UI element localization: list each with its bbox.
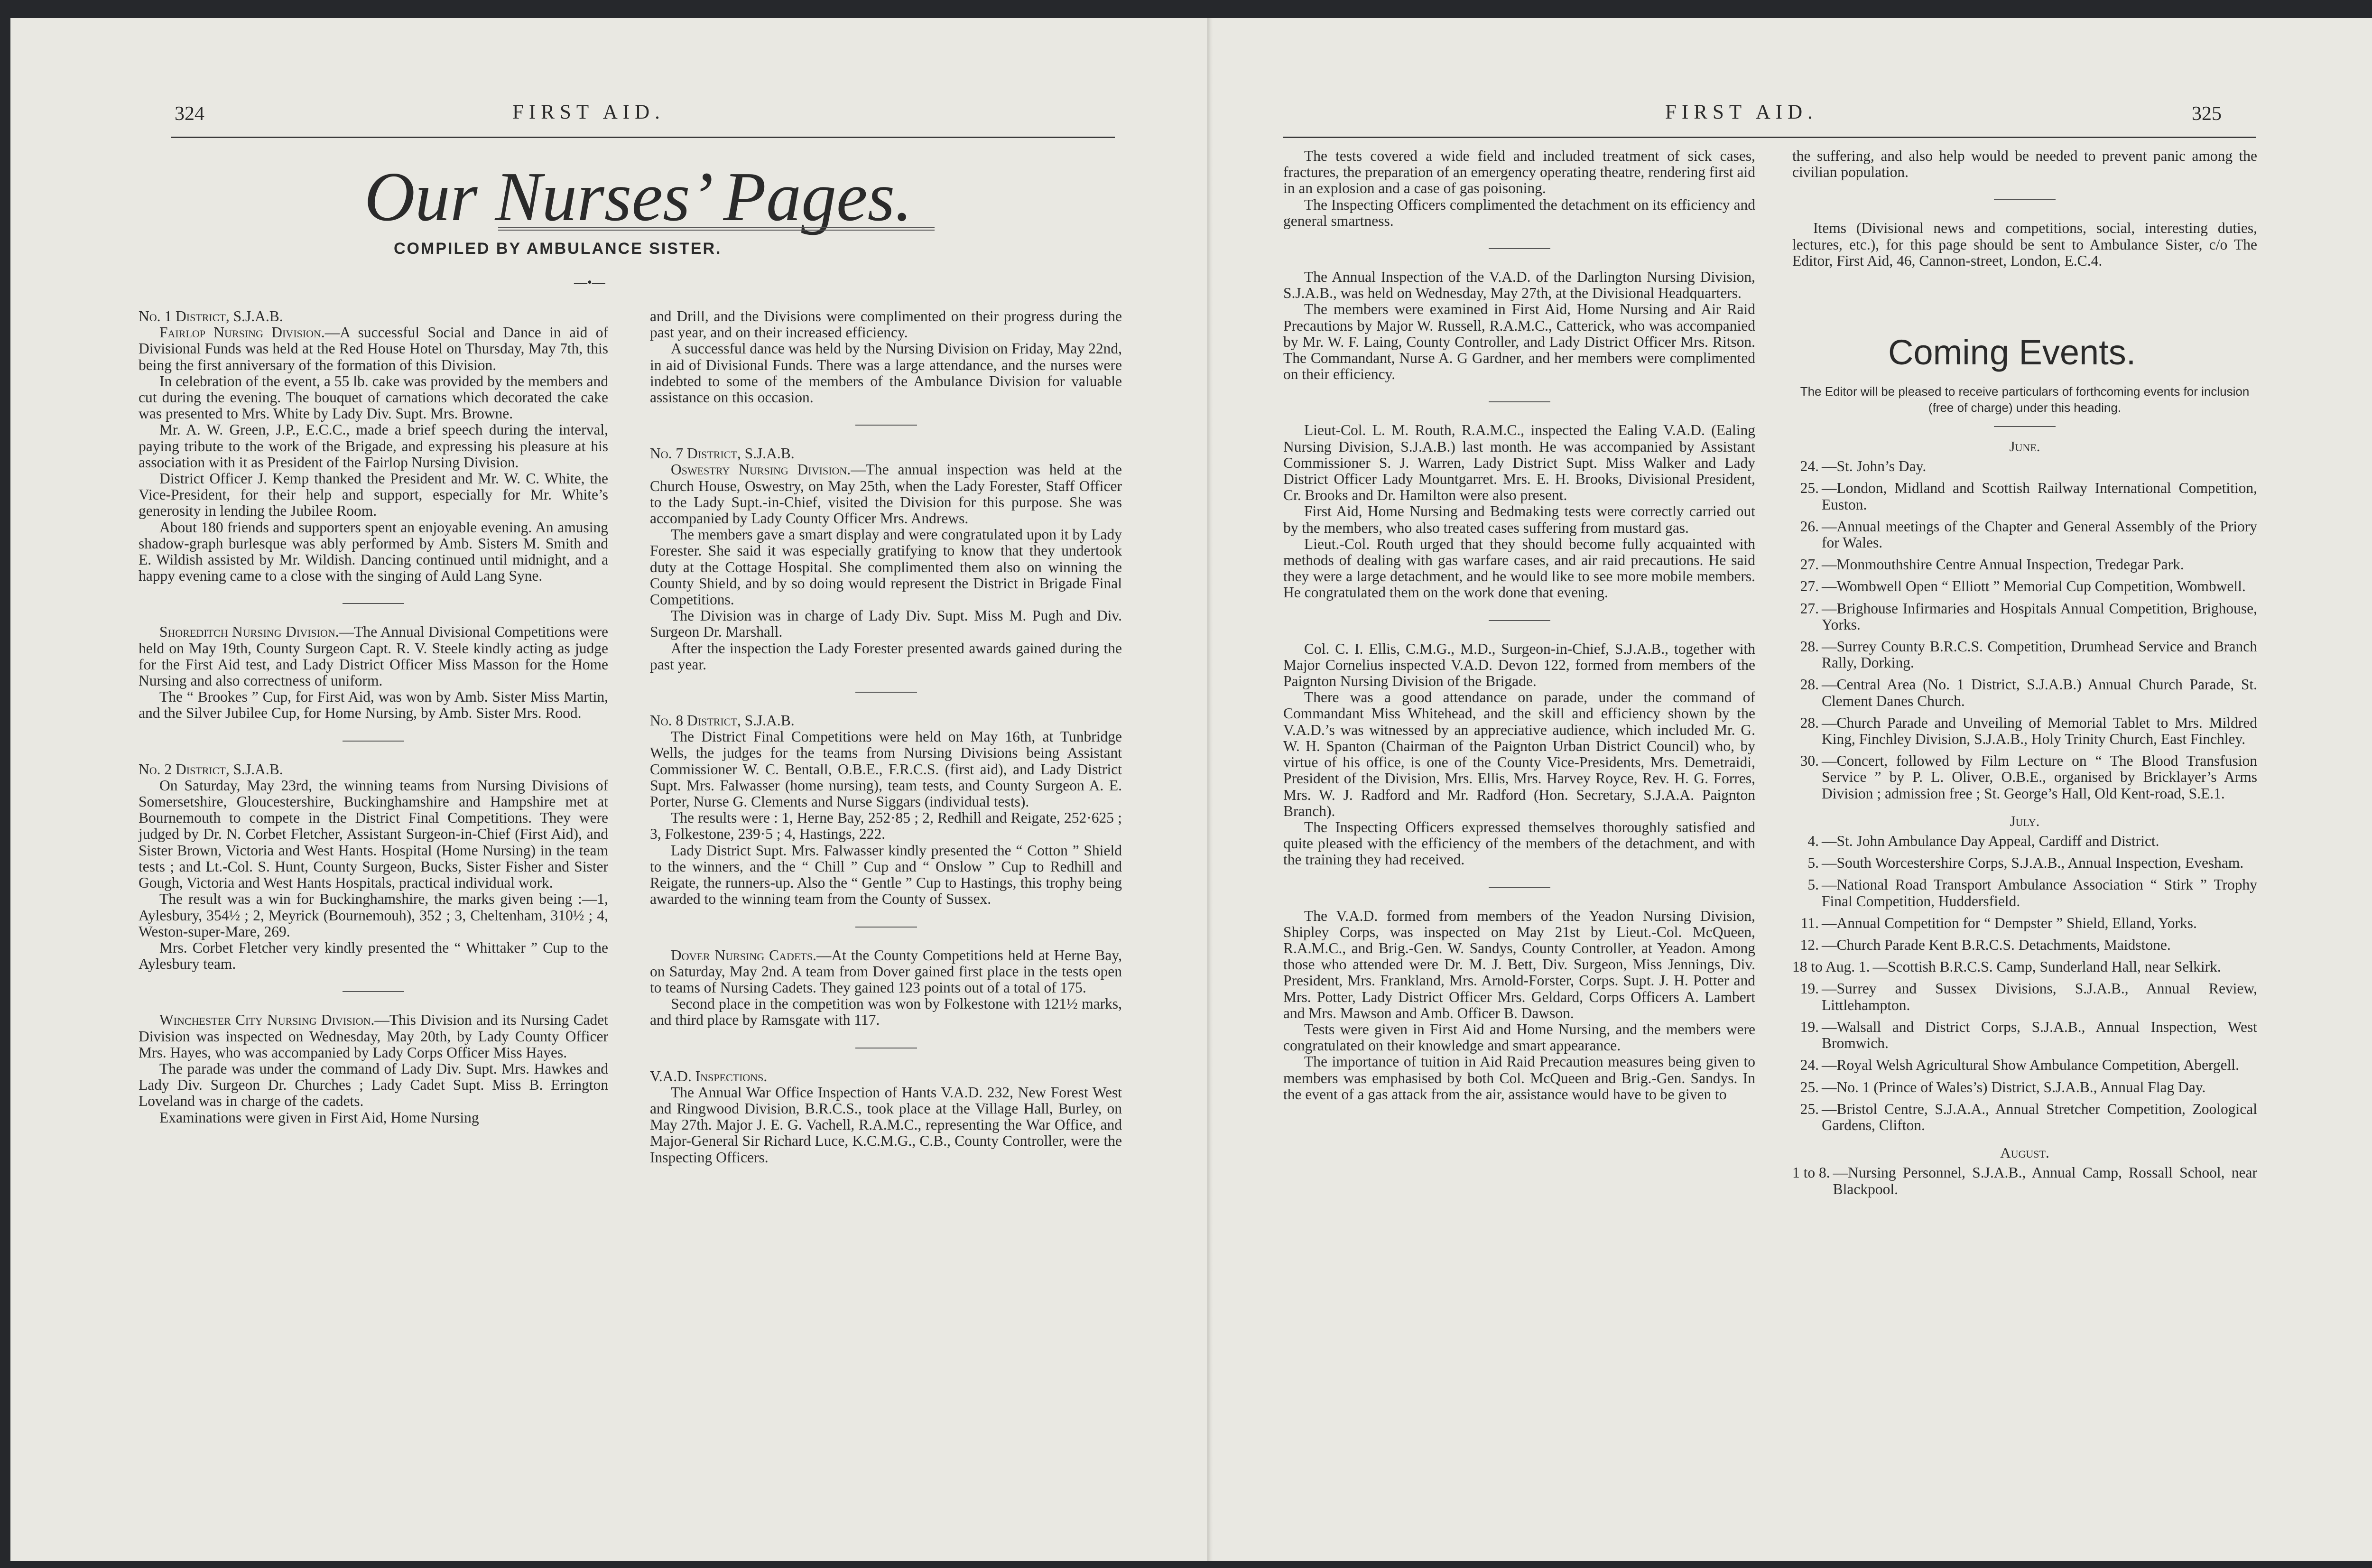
paragraph bbox=[139, 1012, 608, 1061]
paragraph-text: The Inspecting Officers expressed themselves thoroughly satisfied and quite pleased with the efficiency of the members of the detachment, and with the training they had received. bbox=[1283, 818, 1755, 868]
paragraph bbox=[139, 520, 608, 585]
paragraph bbox=[139, 373, 608, 422]
event-item bbox=[1792, 1019, 2257, 1051]
event-item bbox=[1792, 1101, 2257, 1133]
section-separator bbox=[1994, 426, 2056, 427]
section-separator bbox=[343, 603, 404, 604]
event-item bbox=[1792, 557, 2257, 573]
paragraph bbox=[139, 778, 608, 891]
paragraph bbox=[139, 325, 608, 373]
paragraph-text: The District Final Competitions were held on May 16th, at Tunbridge Wells, the judges for the teams from Nursing Divisions being Assistant Commissioner W. C. Bentall, O.B.E., F.R.C.S. (first aid), and Lady District Supt. Mrs. Falwasser (home nursing), team tests, and County Surgeon A. E. Porter, Nurse G. Clements and Nurse Siggars (individual tests). bbox=[650, 728, 1122, 810]
event-text: —Walsall and District Corps, S.J.A.B., Annual Inspection, West Bromwich. bbox=[1822, 1018, 2257, 1052]
event-item bbox=[1792, 677, 2257, 709]
event-item bbox=[1792, 981, 2257, 1013]
event-item bbox=[1792, 1165, 2257, 1197]
event-item bbox=[1792, 753, 2257, 802]
section-heading: No. 7 District, S.J.A.B. bbox=[650, 445, 795, 462]
event-date: 28. bbox=[1800, 638, 1819, 655]
paragraph-text: The tests covered a wide field and included treatment of sick cases, fractures, the preparation of an emergency operating theatre, rendering first aid in an explosion and a case of gas poisoning. bbox=[1283, 148, 1755, 197]
event-date: 1 to 8. bbox=[1792, 1164, 1830, 1181]
event-date: 28. bbox=[1800, 714, 1819, 731]
event-item bbox=[1792, 855, 2257, 871]
paragraph-text: Mr. A. W. Green, J.P., E.C.C., made a brief speech during the interval, paying tribute to the work of the Brigade, and expressing his pleasure at his association with it as President of the Fairlop Nursing Division. bbox=[139, 421, 608, 471]
event-text: —Annual meetings of the Chapter and General Assembly of the Priory for Wales. bbox=[1822, 518, 2257, 551]
event-text: —Bristol Centre, S.J.A.A., Annual Stretcher Competition, Zoological Gardens, Clifton. bbox=[1822, 1100, 2257, 1133]
event-item bbox=[1792, 519, 2257, 551]
section-separator bbox=[1994, 199, 2056, 200]
event-text: —London, Midland and Scottish Railway International Competition, Euston. bbox=[1822, 480, 2257, 513]
event-item bbox=[1792, 1079, 2257, 1095]
paragraph-text: District Officer J. Kemp thanked the President and Mr. W. C. White, the Vice-President, for their help and support, especially for Mr. White’s generosity in lending the Jubilee Room. bbox=[139, 470, 608, 520]
event-item bbox=[1792, 639, 2257, 671]
event-text: —Brighouse Infirmaries and Hospitals Annual Competition, Brighouse, Yorks. bbox=[1822, 600, 2257, 633]
paragraph-text: Lieut.-Col. Routh urged that they should become fully acquainted with methods of dealing with gas warfare cases, and air raid precautions. He said they were a large detachment, and he would like to see more mobile members. He congratulated them on the work done that evening. bbox=[1283, 535, 1755, 601]
paragraph-text: —This Division and its Nursing Cadet Division was inspected on Wednesday, May 20th, by Lady County Officer Mrs. Hayes, who was accompanied by Lady Corps Officer Miss Hayes. bbox=[139, 1011, 608, 1061]
paragraph bbox=[1283, 1021, 1755, 1054]
paragraph bbox=[650, 341, 1122, 406]
paragraph-lead: Dover Nursing Cadets. bbox=[671, 946, 816, 964]
paragraph bbox=[139, 1110, 608, 1126]
paragraph-text: About 180 friends and supporters spent an enjoyable evening. An amusing shadow-graph burlesque was ably performed by Amb. Sisters M. Smith and E. Wildish assisted by Mr. Wildish. Dancing continued until midnight, and a happy evening came to a close with the singing of Auld Lang Syne. bbox=[139, 519, 608, 585]
event-text: —Wombwell Open “ Elliott ” Memorial Cup Competition, Wombwell. bbox=[1822, 578, 2246, 595]
paragraph-text: The parade was under the command of Lady Div. Supt. Mrs. Hawkes and Lady Div. Surgeon Dr. Churches ; Lady Cadet Supt. Miss B. Errington Loveland was in charge of the cadets. bbox=[139, 1060, 608, 1110]
event-item bbox=[1792, 578, 2257, 594]
paragraph-text: Lieut-Col. L. M. Routh, R.A.M.C., inspected the Ealing V.A.D. (Ealing Nursing Division, S.J.A.B.) last month. He was accompanied by Assistant Commissioner S. J. Warren, Lady District Supt. Miss Walker and Lady District Officer Lady Mountgarret. Mrs. E. H. Brooks, Divisional President, Cr. Brooks and Dr. Hamilton were also present. bbox=[1283, 422, 1755, 504]
paragraph bbox=[650, 527, 1122, 608]
event-date: 25. bbox=[1800, 480, 1819, 497]
event-text: —National Road Transport Ambulance Association “ Stirk ” Trophy Final Competition, Huddersfield. bbox=[1822, 876, 2257, 909]
event-text: —No. 1 (Prince of Wales’s) District, S.J.A.B., Annual Flag Day. bbox=[1822, 1078, 2206, 1095]
event-date: 27. bbox=[1800, 556, 1819, 573]
paragraph bbox=[650, 1085, 1122, 1166]
event-text: —South Worcestershire Corps, S.J.A.B., Annual Inspection, Evesham. bbox=[1822, 854, 2244, 872]
section-heading: V.A.D. Inspections. bbox=[650, 1067, 768, 1085]
event-item bbox=[1792, 601, 2257, 633]
event-text: —Concert, followed by Film Lecture on “ The Blood Transfusion Service ” by P. L. Oliver, O.B.E., organised by Bricklayer’s Arms Division ; admission free ; St. George’s Hall, Old Kent-road, S.E.1. bbox=[1822, 752, 2257, 802]
event-date: 19. bbox=[1800, 1018, 1819, 1035]
month-heading: June. bbox=[2009, 438, 2040, 455]
section-separator bbox=[855, 927, 917, 928]
left-column-1 bbox=[139, 308, 608, 1126]
right-page-number: 325 bbox=[2192, 103, 2222, 125]
event-date: 25. bbox=[1800, 1100, 1819, 1117]
book-gutter bbox=[1207, 18, 1213, 1561]
paragraph-text: Examinations were given in First Aid, Home Nursing bbox=[159, 1109, 479, 1126]
paragraph bbox=[139, 689, 608, 721]
paragraph bbox=[1283, 422, 1755, 503]
paragraph-text: The Annual War Office Inspection of Hants V.A.D. 232, New Forest West and Ringwood Division, B.R.C.S., took place at the Village Hall, Burley, on May 27th. Major J. E. G. Vachell, R.A.M.C., representing the War Office, and Major-General Sir Richard Luce, K.C.M.G., C.B., County Controller, were the Inspecting Officers. bbox=[650, 1084, 1122, 1166]
paragraph bbox=[650, 308, 1122, 341]
paragraph bbox=[139, 940, 608, 972]
event-item bbox=[1792, 480, 2257, 512]
event-item bbox=[1792, 833, 2257, 849]
paragraph-text: Tests were given in First Aid and Home Nursing, and the members were congratulated on their knowledge and smart appearance. bbox=[1283, 1021, 1755, 1054]
paragraph-text: On Saturday, May 23rd, the winning teams from Nursing Divisions of Somersetshire, Gloucestershire, Buckinghamshire and Hampshire met at Bournemouth to compete in the District Final Competitions. They were judged by Dr. N. Corbet Fletcher, Assistant Surgeon-in-Chief (First Aid), and Sister Brown, Victoria and West Hants. Hospital (Home Nursing) in the team tests ; and Lt.-Col. S. Hunt, County Surgeon, Bucks, Sister Fisher and Sister Gough, Victoria and West Hants Hospitals, practical individual work. bbox=[139, 777, 608, 891]
paragraph-text: —The Annual Divisional Competitions were held on May 19th, County Surgeon Capt. R. V. Steele kindly acting as judge for the First Aid test, and Lady District Officer Miss Masson for the Home Nursing and also correctness of uniform. bbox=[139, 623, 608, 689]
paragraph-text: A successful dance was held by the Nursing Division on Friday, May 22nd, in aid of Divisional Funds. There was a large attendance, and the nurses were indebted to some of the members of the Ambulance Division for valuable assistance on this occasion. bbox=[650, 340, 1122, 406]
section-heading: No. 8 District, S.J.A.B. bbox=[650, 712, 795, 729]
title-double-rule bbox=[498, 227, 935, 231]
right-running-head: FIRST AID. bbox=[1665, 101, 1818, 123]
coming-events-title: Coming Events. bbox=[1888, 333, 2136, 372]
paragraph bbox=[650, 810, 1122, 842]
paragraph bbox=[1283, 819, 1755, 868]
paragraph-lead: Shoreditch Nursing Division. bbox=[159, 623, 339, 640]
paragraph-text: The results were : 1, Herne Bay, 252·85 ; 2, Redhill and Reigate, 252·625 ; 3, Folkestone, 239·5 ; 4, Hastings, 222. bbox=[650, 809, 1122, 843]
paragraph bbox=[650, 729, 1122, 810]
section-separator bbox=[343, 991, 404, 992]
section-separator bbox=[1489, 248, 1550, 249]
right-column-1 bbox=[1283, 148, 1755, 1103]
paragraph-text: The “ Brookes ” Cup, for First Aid, was won by Amb. Sister Miss Martin, and the Silver Jubilee Cup, for Home Nursing, by Amb. Sister Mrs. Rood. bbox=[139, 688, 608, 722]
paragraph-text: Lady District Supt. Mrs. Falwasser kindly presented the “ Cotton ” Shield to the winners, and the “ Chill ” Cup and “ Onslow ” Cup to Redhill and Reigate, the runners-up. Also the “ Gentle ” Cup to Hastings, this trophy being awarded to the winning team from the County of Sussex. bbox=[650, 842, 1122, 908]
paragraph bbox=[650, 843, 1122, 908]
paragraph-text: The Division was in charge of Lady Div. Supt. Miss M. Pugh and Div. Surgeon Dr. Marshall. bbox=[650, 607, 1122, 640]
paragraph bbox=[1283, 536, 1755, 601]
paragraph-text: Second place in the competition was won by Folkestone with 121½ marks, and third place by Ramsgate with 117. bbox=[650, 995, 1122, 1029]
section-separator bbox=[1489, 620, 1550, 621]
event-item bbox=[1792, 1057, 2257, 1073]
paragraph bbox=[139, 471, 608, 520]
event-date: 25. bbox=[1800, 1078, 1819, 1095]
event-date: 24. bbox=[1800, 1057, 1819, 1074]
paragraph bbox=[1792, 148, 2257, 180]
section-heading: No. 2 District, S.J.A.B. bbox=[139, 761, 283, 778]
event-text: —Annual Competition for “ Dempster ” Shield, Elland, Yorks. bbox=[1822, 914, 2197, 931]
event-text: —Surrey and Sussex Divisions, S.J.A.B., Annual Review, Littlehampton. bbox=[1822, 980, 2257, 1013]
paragraph-lead: Oswestry Nursing Division. bbox=[671, 461, 851, 478]
coming-events-list bbox=[1792, 383, 2257, 1203]
section-separator bbox=[1489, 887, 1550, 888]
paragraph bbox=[1283, 908, 1755, 1021]
event-text: —Royal Welsh Agricultural Show Ambulance Competition, Abergell. bbox=[1822, 1057, 2239, 1074]
section-heading: No. 1 District, S.J.A.B. bbox=[139, 308, 283, 325]
paragraph-text: The Inspecting Officers complimented the detachment on its efficiency and general smartness. bbox=[1283, 196, 1755, 229]
event-item bbox=[1792, 915, 2257, 931]
event-text: —Scottish B.R.C.S. Camp, Sunderland Hall, near Selkirk. bbox=[1872, 958, 2221, 975]
event-date: 4. bbox=[1807, 833, 1819, 850]
month-heading: August. bbox=[2000, 1144, 2049, 1161]
event-date: 11. bbox=[1800, 914, 1819, 931]
paragraph-text: —At the County Competitions held at Herne Bay, on Saturday, May 2nd. A team from Dover gained first place in the tests open to teams of Nursing Cadets. They gained 123 points out of a total of 175. bbox=[650, 946, 1122, 996]
paragraph-text: The members gave a smart display and were congratulated upon it by Lady Forester. She said it was especially gratifying to know that they undertook duty at the Cottage Hospital. She complimented them also on winning the County Shield, and by so doing would represent the District in Brigade Final Competitions. bbox=[650, 526, 1122, 608]
paragraph bbox=[139, 1061, 608, 1110]
paragraph bbox=[650, 640, 1122, 673]
paragraph-text: Items (Divisional news and competitions, social, interesting duties, lectures, etc.), for this page should be sent to Ambulance Sister, c/o The Editor, First Aid, 46, Cannon-street, London, E.C.4. bbox=[1792, 220, 2257, 269]
paragraph bbox=[1283, 503, 1755, 536]
paragraph bbox=[1792, 220, 2257, 269]
paragraph-text: The members were examined in First Aid, Home Nursing and Air Raid Precautions by Major W. Russell, R.A.M.C., Catterick, who was accompanied by Mr. W. F. Laing, County Controller, and Lady District Officer Mrs. Ritson. The Commandant, Nurse A. G Gardner, and her members were complimented on their efficiency. bbox=[1283, 301, 1755, 383]
event-text: —Church Parade and Unveiling of Memorial Tablet to Mrs. Mildred King, Finchley Division, S.J.A.B., Holy Trinity Church, East Finchley. bbox=[1822, 714, 2257, 748]
event-text: —St. John Ambulance Day Appeal, Cardiff and District. bbox=[1822, 833, 2159, 850]
event-item bbox=[1792, 959, 2257, 975]
event-date: 5. bbox=[1807, 876, 1819, 893]
paragraph bbox=[139, 624, 608, 689]
paragraph-text: The V.A.D. formed from members of the Yeadon Nursing Division, Shipley Corps, was inspected on May 21st by Lieut.-Col. McQueen, R.A.M.C., and Brig.-Gen. W. Sandys, County Controller, at Yeadon. Among those who attended were Dr. M. J. Bett, Div. Surgeon, Miss Jennings, Div. President, Mrs. Frankland, Mrs. Arnold-Forster, Corps. Supt. J. H. Potter and Mrs. Potter, Lady District Officer Mrs. Geldard, Corps Officers A. Lambert and Mrs. Mawson and Amb. Officer B. Dawson. bbox=[1283, 907, 1755, 1021]
event-text: —Central Area (No. 1 District, S.J.A.B.) Annual Church Parade, St. Clement Danes Church. bbox=[1822, 676, 2257, 709]
section-separator bbox=[343, 741, 404, 742]
compiled-by: COMPILED BY AMBULANCE SISTER. bbox=[394, 240, 722, 258]
title-ornament: —•— bbox=[574, 275, 605, 290]
event-text: —Nursing Personnel, S.J.A.B., Annual Camp, Rossall School, near Blackpool. bbox=[1833, 1164, 2257, 1197]
event-date: 5. bbox=[1807, 854, 1819, 872]
paragraph-text: Col. C. I. Ellis, C.M.G., M.D., Surgeon-in-Chief, S.J.A.B., together with Major Cornelius inspected V.A.D. Devon 122, formed from members of the Paignton Nursing Division of the Brigade. bbox=[1283, 640, 1755, 690]
event-date: 26. bbox=[1800, 518, 1819, 535]
paragraph bbox=[1283, 689, 1755, 819]
event-date: 18 to Aug. 1. bbox=[1792, 958, 1870, 975]
event-item bbox=[1792, 937, 2257, 953]
event-text: —St. John’s Day. bbox=[1822, 458, 1927, 475]
paragraph bbox=[1283, 301, 1755, 382]
section-separator bbox=[855, 692, 917, 693]
paragraph bbox=[1283, 197, 1755, 229]
paragraph bbox=[1283, 641, 1755, 690]
paragraph bbox=[139, 422, 608, 471]
paragraph bbox=[1283, 1054, 1755, 1103]
event-date: 30. bbox=[1800, 752, 1819, 770]
paragraph bbox=[1283, 269, 1755, 301]
paragraph-text: —A successful Social and Dance in aid of Divisional Funds was held at the Red House Hotel on Thursday, May 7th, this being the first anniversary of the formation of this Division. bbox=[139, 324, 608, 373]
event-text: —Monmouthshire Centre Annual Inspection, Tredegar Park. bbox=[1822, 556, 2184, 573]
paragraph-text: —The annual inspection was held at the Church House, Oswestry, on May 25th, when the Lady Forester, Staff Officer to the Lady Supt.-in-Chief, visited the Division for this purpose. She was accompanied by Lady County Officer Mrs. Andrews. bbox=[650, 461, 1122, 527]
paragraph bbox=[139, 891, 608, 940]
event-text: —Church Parade Kent B.R.C.S. Detachments, Maidstone. bbox=[1822, 937, 2171, 954]
paragraph-text: The Annual Inspection of the V.A.D. of the Darlington Nursing Division, S.J.A.B., was held on Wednesday, May 27th, at the Divisional Headquarters. bbox=[1283, 269, 1755, 302]
event-date: 27. bbox=[1800, 578, 1819, 595]
event-date: 24. bbox=[1800, 458, 1819, 475]
paragraph-text: The importance of tuition in Aid Raid Precaution measures being given to members was emphasised by both Col. McQueen and Brig.-Gen. Sandys. In the event of a gas attack from the air, assistance would have to be given to bbox=[1283, 1053, 1755, 1103]
paragraph bbox=[1283, 148, 1755, 197]
paragraph-text: There was a good attendance on parade, under the command of Commandant Miss Whitehead, and the skill and efficiency shown by the V.A.D.’s was witnessed by an appreciative audience, which included Mr. G. W. H. Spanton (Chairman of the Paignton Urban District Council) who, by virtue of his office, is one of the County Vice-Presidents, Mrs. Demetraidi, President of the Division, Mrs. Ellis, Mrs. Harvey Royce, Rev. H. G. Forres, Mrs. W. J. Radford and Mr. Radford (Hon. Secretary, S.J.A.A. Paignton Branch). bbox=[1283, 689, 1755, 819]
paragraph bbox=[650, 947, 1122, 996]
right-header-rule bbox=[1283, 137, 2256, 138]
month-heading: July. bbox=[2010, 812, 2040, 829]
event-date: 28. bbox=[1800, 676, 1819, 693]
paragraph-text: and Drill, and the Divisions were complimented on their progress during the past year, and on their increased efficiency. bbox=[650, 308, 1122, 341]
paragraph-text: Mrs. Corbet Fletcher very kindly presented the “ Whittaker ” Cup to the Aylesbury team. bbox=[139, 939, 608, 973]
event-date: 27. bbox=[1800, 600, 1819, 617]
paragraph-text: The result was a win for Buckinghamshire, the marks given being :—1, Aylesbury, 354½ ; 2, Meyrick (Bournemouh), 352 ; 3, Cheltenham, 310½ ; 4, Weston-super-Mare, 269. bbox=[139, 891, 608, 940]
page-title: Our Nurses’ Pages. bbox=[364, 158, 913, 236]
paragraph-text: the suffering, and also help would be needed to prevent panic among the civilian population. bbox=[1792, 148, 2257, 181]
event-text: —Surrey County B.R.C.S. Competition, Drumhead Service and Branch Rally, Dorking. bbox=[1822, 638, 2257, 671]
paragraph-text: In celebration of the event, a 55 lb. cake was provided by the members and cut during the evening. The bouquet of carnations which decorated the cake was presented to Mrs. White by Lady Div. Supt. Mrs. Browne. bbox=[139, 372, 608, 422]
paragraph-text: First Aid, Home Nursing and Bedmaking tests were correctly carried out by the members, who also treated cases suffering from mustard gas. bbox=[1283, 503, 1755, 536]
event-item bbox=[1792, 715, 2257, 747]
left-page-number: 324 bbox=[175, 103, 204, 125]
paragraph-text: After the inspection the Lady Forester presented awards gained during the past year. bbox=[650, 640, 1122, 673]
left-column-2 bbox=[650, 308, 1122, 1166]
coming-events-intro: The Editor will be pleased to receive particulars of forthcoming events for inclusion (free of charge) under this heading. bbox=[1800, 384, 2250, 415]
paragraph-lead: Fairlop Nursing Division. bbox=[159, 324, 325, 341]
right-column-2 bbox=[1792, 148, 2257, 269]
event-date: 12. bbox=[1800, 937, 1819, 954]
paragraph bbox=[650, 996, 1122, 1028]
section-separator bbox=[855, 425, 917, 426]
left-header-rule bbox=[171, 137, 1115, 138]
event-date: 19. bbox=[1800, 980, 1819, 997]
paragraph-lead: Winchester City Nursing Division. bbox=[159, 1011, 375, 1029]
left-running-head: FIRST AID. bbox=[512, 101, 665, 123]
paragraph bbox=[650, 608, 1122, 640]
section-separator bbox=[1489, 401, 1550, 402]
paragraph bbox=[650, 462, 1122, 527]
event-item bbox=[1792, 458, 2257, 474]
event-item bbox=[1792, 877, 2257, 909]
